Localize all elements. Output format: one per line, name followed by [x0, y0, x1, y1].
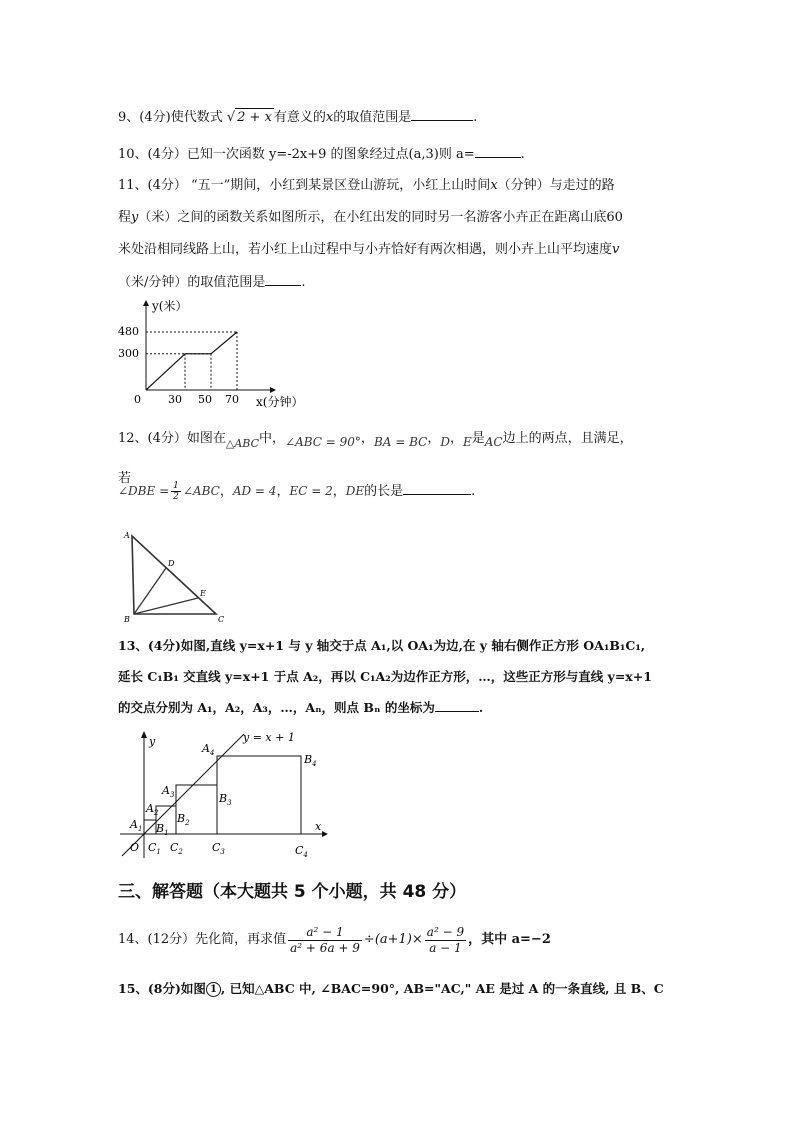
- sqrt-expression: √ 2 + x: [226, 110, 272, 125]
- q13-label-c3: $C_3$: [212, 841, 225, 856]
- question-12-line-1: [118, 429, 633, 448]
- q13-label-b3: $B_3$: [219, 792, 232, 807]
- q14-text-a: 14、(12分）先化简，再求值: [118, 932, 287, 947]
- q12-sep4: ，: [219, 484, 233, 499]
- q13-line2: 延长 C₁B₁ 交直线 y=x+1 于点 A₂，再以 C₁A₂为边作正方形，…，这些正方形与直线 y=x+1: [118, 669, 652, 684]
- q11-line1-b: （分钟）与走过的路: [497, 178, 615, 193]
- q12-cond3-b: ∠ABC: [182, 484, 220, 498]
- q11-tick-480: 480: [118, 325, 139, 338]
- question-11-line-2: [118, 209, 623, 227]
- question-14: [118, 924, 551, 956]
- q13-y-label: y: [149, 735, 156, 748]
- q12-point-e: E: [462, 435, 472, 449]
- q11-var-y: y: [131, 210, 139, 225]
- q11-line2-a: 程: [118, 210, 132, 225]
- question-12-line-3: [118, 480, 475, 503]
- q12-sep1: ，: [360, 431, 374, 446]
- q11-series-line: [146, 332, 237, 390]
- q11-x-arrow-icon: [270, 387, 276, 393]
- q12-label-c: C: [218, 615, 225, 624]
- q13-answer-blank: [435, 699, 479, 712]
- q13-label-c2: $C_2$: [170, 841, 183, 856]
- q11-y-arrow-icon: [143, 300, 149, 306]
- q12-frac-den: 2: [173, 492, 179, 502]
- q13-line3: 的交点分别为 A₁，A₂，A₃，…，Aₙ，则点 Bₙ 的坐标为: [118, 700, 435, 715]
- q12-label-a: A: [124, 531, 130, 540]
- q9-text-a: 使代数式: [170, 110, 223, 125]
- q13-label-a2: $A_2$: [146, 802, 159, 817]
- q12-line2-b: 的长是: [364, 484, 404, 499]
- q14-f1-den: a² + 6a + 9: [290, 940, 360, 955]
- q11-answer-blank: [265, 273, 301, 286]
- q14-middle-term: (a+1): [374, 932, 412, 947]
- q11-var-x: x: [490, 178, 498, 193]
- q12-line2-a: 若: [118, 471, 132, 486]
- q15-text-b: , 已知△ABC 中, ∠BAC=90°, AB="AC," AE 是过 A 的一条直线, 且 B、C: [220, 981, 664, 996]
- q13-end: .: [478, 700, 484, 715]
- q9-end: .: [473, 110, 478, 125]
- q15-circled-number: 1: [206, 982, 221, 997]
- question-15: [118, 980, 664, 998]
- q11-xlabel: x(分钟）: [256, 395, 304, 409]
- q9-radicand: 2 + x: [237, 110, 272, 125]
- q12-label-d: D: [168, 559, 175, 568]
- question-11-line-3: [118, 241, 619, 259]
- q14-f2-num: a² − 9: [426, 924, 465, 939]
- q13-line-label: y = x + 1: [243, 731, 295, 744]
- q13-label-b4: $B_4$: [304, 753, 317, 768]
- q15-text-a: 15、(8分)如图: [118, 981, 206, 996]
- q12-cond3-a: ∠DBE =: [118, 484, 170, 498]
- q11-tick-300: 300: [118, 347, 139, 360]
- q9-number: 9、(4分): [118, 110, 171, 125]
- q12-label-b: B: [124, 615, 130, 624]
- q12-figure: [118, 528, 230, 624]
- question-13-line-2: [118, 668, 652, 686]
- q12-sep2: ，: [427, 431, 441, 446]
- question-9: [118, 108, 477, 127]
- q12-segment-de: DE: [345, 484, 365, 498]
- q13-label-c4: $C_4$: [295, 844, 308, 859]
- q12-end: .: [471, 484, 476, 499]
- q12-triangle: △ABC: [225, 437, 259, 450]
- q9-text-c: 的取值范围是: [333, 110, 412, 125]
- q12-line1-a: 12、(4分）如图在: [118, 431, 226, 446]
- q11-var-v: v: [612, 242, 620, 257]
- question-11-line-4: [118, 273, 306, 292]
- q14-fraction-2: [425, 925, 466, 956]
- q12-frac-num: 1: [173, 481, 179, 491]
- question-13-line-1: [118, 637, 645, 655]
- q12-point-d: D: [440, 435, 450, 449]
- q13-x-label: x: [315, 820, 322, 833]
- q14-f2-den: a − 1: [429, 940, 462, 955]
- q10-end: .: [520, 147, 525, 162]
- q12-line1-d: 边上的两点，且满足，: [502, 431, 633, 446]
- q12-side-ac: AC: [484, 435, 503, 449]
- q13-label-a1: $A_1$: [130, 818, 143, 833]
- q11-tick-0: 0: [134, 393, 141, 406]
- q11-end: .: [301, 275, 306, 290]
- q12-line1-c: 是: [471, 431, 485, 446]
- q14-text-b: ，其中 a=−2: [468, 932, 551, 947]
- q10-answer-blank: [475, 145, 521, 158]
- q13-label-c1: $C_1$: [148, 841, 161, 856]
- section-3-heading: 三、解答题（本大题共 5 个小题，共 48 分）: [118, 882, 467, 902]
- q12-cond5: EC = 2: [289, 484, 333, 498]
- question-10: [118, 145, 525, 164]
- q12-sep5: ，: [276, 484, 290, 499]
- q13-origin-label: O: [130, 841, 140, 854]
- q13-label-a3: $A_3$: [162, 784, 175, 799]
- q10-text: 10、(4分）已知一次函数 y=-2x+9 的图象经过点(a,3)则 a=: [118, 147, 475, 162]
- q14-fraction-1: [288, 925, 362, 956]
- q13-y-arrow-icon: [141, 731, 147, 738]
- q12-answer-blank: [403, 482, 471, 495]
- q13-label-b2: $B_2$: [177, 812, 190, 827]
- q12-cond2: BA = BC: [373, 435, 428, 449]
- q12-sep6: ，: [332, 484, 346, 499]
- q13-label-b1: $B_1$: [156, 822, 169, 837]
- question-13-line-3: [118, 699, 483, 717]
- q13-square-4: [217, 756, 301, 834]
- q11-tick-30: 30: [168, 393, 182, 406]
- q9-answer-blank: [411, 108, 473, 121]
- q13-label-a4: $A_4$: [202, 742, 215, 757]
- q12-triangle-abc: [132, 536, 216, 614]
- q12-line1-b: 中，: [259, 431, 286, 446]
- q11-line4: （米/分钟）的取值范围是: [118, 275, 266, 290]
- q13-square-3: [176, 785, 217, 834]
- q9-text-b: 有意义的: [273, 110, 326, 125]
- q12-sep3: ，: [449, 431, 463, 446]
- q11-ylabel: y(米）: [152, 299, 188, 313]
- q11-tick-50: 50: [198, 393, 212, 406]
- q12-half-fraction: [171, 481, 181, 502]
- question-11-line-1: [118, 177, 615, 195]
- q11-tick-70: 70: [225, 393, 239, 406]
- q12-cond1: ∠ABC = 90°: [285, 435, 361, 449]
- q9-var: x: [325, 110, 334, 125]
- q12-cond4: AD = 4: [232, 484, 277, 498]
- q14-divide-sign: ÷: [363, 932, 375, 947]
- q11-line2-b: （米）之间的函数关系如图所示，在小红出发的同时另一名游客小卉正在距离山底60: [138, 210, 623, 225]
- q14-f1-num: a² − 1: [288, 925, 362, 941]
- q13-figure: [116, 728, 336, 862]
- q13-x-arrow-icon: [322, 831, 328, 837]
- q11-graph: [118, 298, 318, 410]
- q11-line3: 米处沿相同线路上山，若小红上山过程中与小卉恰好有两次相遇，则小卉上山平均速度: [118, 242, 613, 257]
- q11-line1: 11、(4分） “五一”期间，小红到某景区登山游玩，小红上山时间: [118, 178, 491, 193]
- q13-line1: 13、(4分)如图,直线 y=x+1 与 y 轴交于点 A₁,以 OA₁为边,在 y 轴右侧作正方形 OA₁B₁C₁,: [118, 638, 646, 653]
- q12-label-e: E: [200, 589, 206, 598]
- q14-times-sign: ×: [411, 932, 423, 947]
